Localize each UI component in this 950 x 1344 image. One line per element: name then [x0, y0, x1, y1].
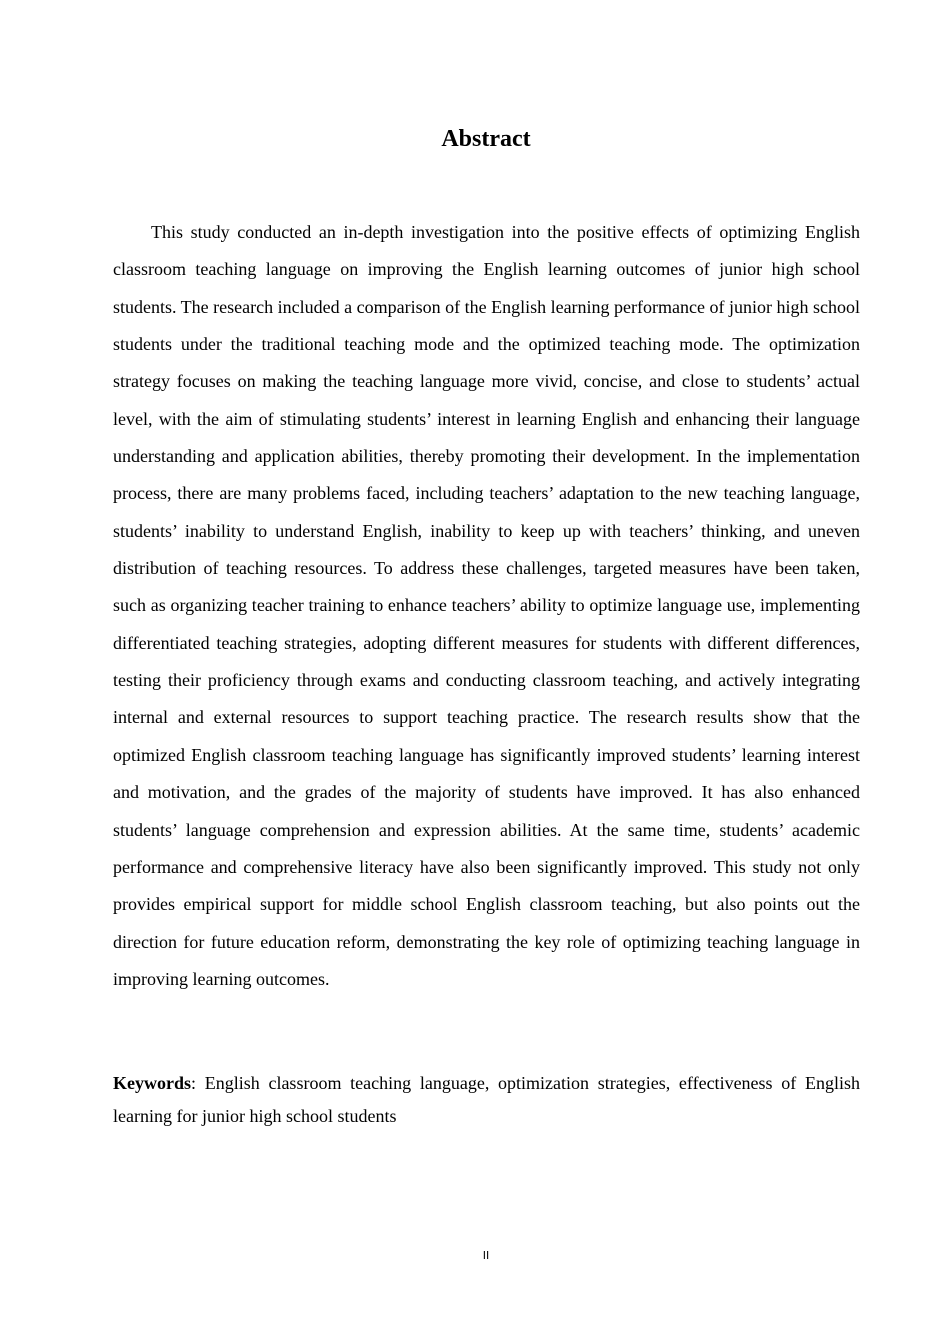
abstract-title: Abstract — [441, 126, 531, 152]
keywords-label: Keywords — [113, 1073, 191, 1093]
keywords-separator: : — [191, 1073, 205, 1093]
page-number: II — [482, 1249, 490, 1262]
keywords-text: English classroom teaching language, optimization strategies, effectiveness of English learning for junior high school students — [113, 1073, 860, 1126]
abstract-body: This study conducted an in-depth investigation into the positive effects of optimizing English classroom teaching language on improving the English learning outcomes of junior high school students. The research included a comparison of the English learning performance of junior high school students under the traditional teaching mode and the optimized teaching mode. The optimization strategy focuses on making the teaching language more vivid, concise, and close to students’ actual level, with the aim of stimulating students’ interest in learning English and enhancing their language understanding and application abilities, thereby promoting their development. In the implementation process, there are many problems faced, including teachers’ adaptation to the new teaching language, students’ inability to understand English, inability to keep up with teachers’ thinking, and uneven distribution of teaching resources. To address these challenges, targeted measures have been taken, such as organizing teacher training to enhance teachers’ ability to optimize language use, implementing differentiated teaching strategies, adopting different measures for students with different differences, testing their proficiency through exams and conducting classroom teaching, and actively integrating internal and external resources to support teaching practice. The research results show that the optimized English classroom teaching language has significantly improved students’ learning interest and motivation, and the grades of the majority of students have improved. It has also enhanced students’ language comprehension and expression abilities. At the same time, students’ academic performance and comprehensive literacy have also been significantly improved. This study not only provides empirical support for middle school English classroom teaching, but also points out the direction for future education reform, demonstrating the key role of optimizing teaching language in improving learning outcomes. — [113, 222, 860, 989]
keywords-paragraph — [113, 1067, 860, 1133]
